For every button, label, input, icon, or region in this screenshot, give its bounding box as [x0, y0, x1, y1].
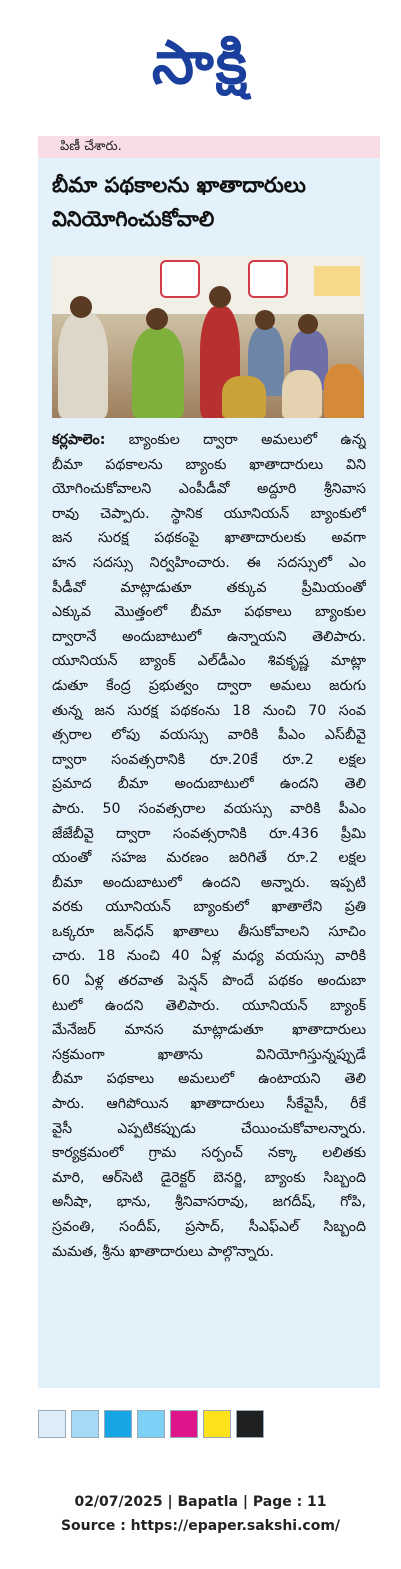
body-line: బీమా పథకాలను బ్యాంకు ఖాతాదారులు విని	[52, 456, 366, 473]
person-head-icon	[70, 296, 92, 318]
person-head-icon	[298, 314, 318, 334]
article-body	[52, 428, 366, 1264]
body-line: ద్వారా సంవత్సరానికి రూ.20కే రూ.2 లక్షల	[52, 751, 366, 768]
color-swatch	[38, 1410, 66, 1438]
footer-date-edition: 02/07/2025 | Bapatla | Page : 11	[74, 1494, 327, 1510]
body-line: అనీషా, భాను, శ్రీనివాసరావు, జగదీష్‌, గోపి,	[52, 1194, 366, 1211]
news-article	[38, 158, 380, 1388]
color-swatch	[203, 1410, 231, 1438]
body-line: సక్రమంగా ఖాతాను వినియోగిస్తున్నప్పుడే	[52, 1046, 366, 1063]
body-line: రావు చెప్పారు. స్థానిక యూనియన్‌ బ్యాంకులో	[52, 505, 366, 522]
union-bank-logo-icon	[160, 260, 200, 298]
body-line: ఎక్కువ మొత్తంలో బీమా పథకాలు బ్యాంకుల	[52, 604, 366, 621]
notice-board-icon	[314, 266, 360, 296]
body-line: డుతూ కేంద్ర ప్రభుత్వం ద్వారా అమలు జరుగు	[52, 677, 366, 694]
person-figure-icon	[282, 370, 322, 418]
body-line: పారు. ఆగిపోయిన ఖాతాదారులు సీకేవైసీ, రీకే	[52, 1096, 366, 1113]
body-line: మమత, శ్రీను ఖాతాదారులు పాల్గొన్నారు.	[52, 1243, 275, 1260]
person-head-icon	[209, 286, 231, 308]
body-line: పీడీవో మాట్లాడుతూ తక్కువ ప్రీమియంతో	[52, 579, 366, 596]
person-head-icon	[255, 310, 275, 330]
body-line: యోగించుకోవాలని ఎంపీడీవో అద్దూరి శ్రీనివాస	[52, 481, 366, 498]
body-line-1: కర్లపాలెం: బ్యాంకుల ద్వారా అమలులో ఉన్న	[52, 432, 366, 448]
body-line: మారి, ఆర్‌సెటి డైరెక్టర్‌ బెనర్జి, బ్యాంకు సిబ్బంది	[52, 1169, 366, 1186]
union-bank-logo-icon	[248, 260, 288, 298]
color-swatch	[170, 1410, 198, 1438]
body-line: వరకు యూనియన్‌ బ్యాంకులో ఖాతాలేని ప్రతి	[52, 899, 366, 916]
body-line: చారు. 18 నుంచి 40 ఏళ్ల మధ్య వయస్సు వారికి	[52, 948, 366, 965]
body-line: మేనేజర్‌ మానస మాట్లాడుతూ ఖాతాదారులు	[52, 1022, 366, 1039]
body-line: ద్వారానే అందుబాటులో ఉన్నాయని తెలిపారు.	[52, 628, 366, 645]
print-color-bar	[38, 1410, 269, 1438]
body-line: తున్న జన సురక్ష పథకంను 18 నుంచి 70 సంవ	[52, 702, 366, 719]
dateline: కర్లపాలెం:	[52, 432, 106, 448]
footer-source: Source : https://epaper.sakshi.com/	[60, 1518, 341, 1534]
color-swatch	[104, 1410, 132, 1438]
person-figure-icon	[132, 328, 184, 418]
body-line: జన సురక్ష పథకంపై ఖాతాదారులకు అవగా	[52, 530, 366, 547]
body-line: ఒక్కరూ జన్‌ధన్‌ ఖాతాలు తీసుకోవాలని సూచిం	[52, 923, 366, 940]
body-line: 60 ఏళ్ల తరవాత పెన్షన్‌ పొందే పథకం అందుబా	[52, 973, 366, 990]
carryover-text: పిణీ చేశారు.	[38, 136, 380, 158]
color-swatch	[71, 1410, 99, 1438]
person-figure-icon	[324, 364, 364, 418]
body-line: త్సరాల లోపు వయస్సు వారికి పీఎం ఎస్‌బీవై	[52, 727, 366, 744]
body-line: హన సదస్సు నిర్వహించారు. ఈ సదస్సులో ఎం	[52, 554, 366, 571]
person-figure-icon	[58, 312, 108, 418]
body-line: యూనియన్‌ బ్యాంక్‌ ఎల్‌డీఎం శివకృష్ణ మాట్లా	[52, 653, 366, 670]
person-figure-icon	[222, 376, 266, 418]
color-swatch	[236, 1410, 264, 1438]
headline-line-2: వినియోగించుకోవాలి	[52, 207, 215, 231]
body-line: కార్యక్రమంలో గ్రామ సర్పంచ్‌ నక్కా లలితకు	[52, 1145, 366, 1162]
body-line: పారు. 50 సంవత్సరాల వయస్సు వారికి పీఎం	[52, 800, 366, 817]
body-line: ప్రమాద బీమా అందుబాటులో ఉందని తెలి	[52, 776, 366, 793]
color-swatch	[137, 1410, 165, 1438]
person-head-icon	[146, 308, 168, 330]
body-line: బీమా పథకాలు అమలులో ఉంటాయని తెలి	[52, 1071, 366, 1088]
masthead	[0, 18, 401, 108]
body-line: జేజేబీవై ద్వారా సంవత్సరానికి రూ.436 ప్రీమి	[52, 825, 366, 842]
body-line: స్రవంతి, సందీప్‌, ప్రసాద్‌, సీఎఫ్‌ఎల్‌ సిబ్బంది	[52, 1219, 366, 1235]
sakshi-logo: సాక్షి	[151, 28, 250, 98]
article-headline	[52, 168, 366, 236]
body-line: యంతో సహజ మరణం జరిగితే రూ.2 లక్షల	[52, 850, 366, 867]
body-line: బీమా అందుబాటులో ఉందని అన్నారు. ఇప్పటి	[52, 874, 366, 891]
headline-line-1: బీమా పథకాలను ఖాతాదారులు	[52, 173, 306, 197]
body-line: టులో ఉందని తెలిపారు. యూనియన్‌ బ్యాంక్‌	[52, 997, 366, 1014]
body-line: వైసీ ఎప్పటికప్పుడు చేయించుకోవాలన్నారు.	[52, 1120, 366, 1137]
article-photo	[52, 256, 364, 418]
